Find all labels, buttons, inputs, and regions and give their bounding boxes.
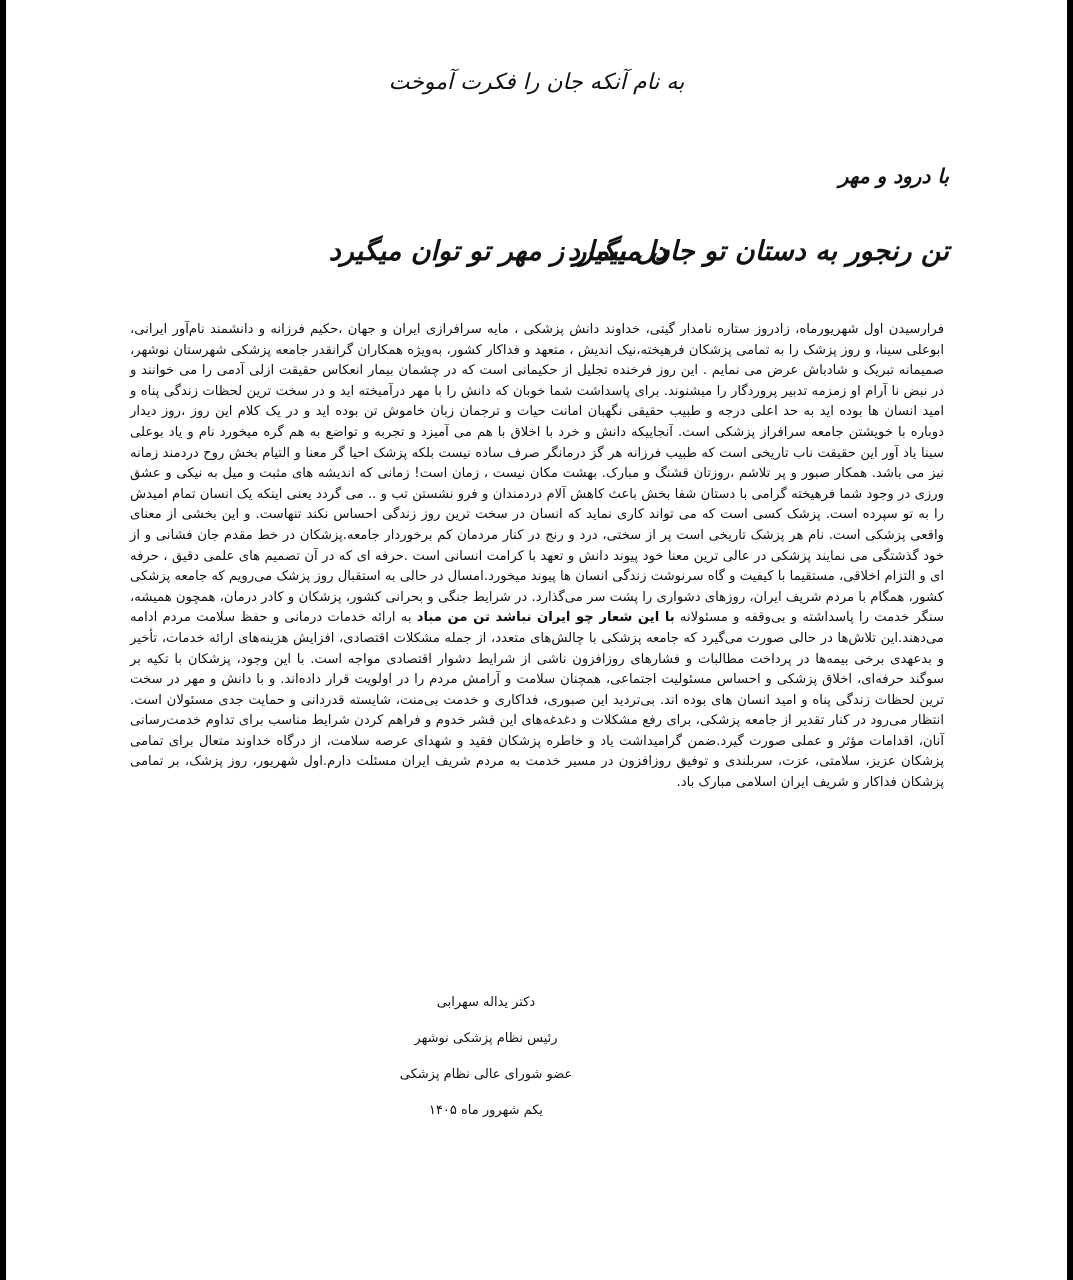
signer-title: رئیس نظام پزشکی نوشهر xyxy=(414,1031,558,1046)
body-paragraph-part1: فرارسیدن اول شهریورماه، زادروز ستاره نامدار گیتی، خداوند دانش پزشکی ، مایه سرافرازی ایران و جهان ،حکیم فرزانه و دانشمند نام‌آور ایرانی، ابوعلی سینا، و روز پزشک را به تمامی پزشکان فرهیخته،نیک اندیش ، متعهد و فداکار کشور، به‌ویژه همکاران گرانقدر جامعه پزشکی شهرستان نوشهر، صمیمانه تبریک و شادباش عرض می نمایم . این روز فرخنده تجلیل از حکیمانی است که در چشمان بیمار انعکاس حقیقت ازلی آدمی را می خوانند و در نبض نا آرام او زمزمه تدبیر پروردگار را میشنوند. برای پاسداشت شما خوبان که دانش را با مهر درآمیخته اید و در سخت ترین لحظات زندگی پناه و امید انسان ها بوده اید به حد اعلی درجه و طبیب حقیقی نگهبان امانت حیات و ترجمان زبان خاموش تن بوده اید و در یک کلام این روز ،روز دیدار دوباره با خویشتن جامعه سرافراز پزشکی است. آنجاییکه دانش و خرد با اخلاق با هم می آمیزد و تجربه و تواضع به هم گره میخورد نام و یاد بوعلی سینا یاد آور این حقیقت ناب تاریخی است که طبیب فرزانه هر گز درمانگر صرف ساده نیست بلکه پزشک احیا گر معنا و التیام بخش روح دردمند زمانه نیز می باشد. همکار صبور و پر تلاشم ،روزتان قشنگ و مبارک. بهشت مکان نیست ، زمان است! زمانی که اندیشه های مثبت و میل به نیکی و عشق ورزی در وجود شما فرهیخته گرامی با دستان شفا بخش باعث کاهش آلام دردمندان و فرو نشستن تب و .. می گردد یعنی اینکه یک انسان تمام امیدش را به تو سپرده است. پزشک کسی است که می تواند کاری نماید که انسان در سخت ترین روز زندگی احساس نکند تنهاست. و این بخشی از معنای واقعی پزشکی است. نام هر پزشک تاریخی است پر از سختی، درد و رنج در کنار مردمان کم برخوردار جامعه.پزشکان در خط مقدم جان فشانی و از خود گذشتگی می نمایند پزشکی در عالی ترین معنا خود پیوند دانش و تعهد با کرامت انسانی است .حرفه ای که در آن تصمیم های علمی دقیق ، حرفه ای و التزام اخلاقی، مستقیما با کیفیت و گاه سرنوشت زندگی انسان ها پیوند میخورد.امسال در حالی به استقبال روز پزشک می‌رویم که جامعه پزشکی کشور، همگام با مردم شریف ایران، روزهای دشواری را پشت سر می‌گذارد. در شرایط جنگی و بحرانی کشور، پزشکان و کادر درمان، همچون همیشه، سنگر خدمت را پاسداشته و بی‌وقفه و مسئولانه xyxy=(130,322,944,626)
body-bold-slogan: با این شعار چو ایران نباشد تن من مباد xyxy=(416,610,675,626)
signer-name: دکتر یداله سهرابی xyxy=(436,995,536,1010)
verse-right: تن رنجور به دستان تو جان میگیرد xyxy=(567,236,949,267)
letter-heading: به نام آنکه جان را فکرت آموخت xyxy=(388,70,685,95)
letter-body xyxy=(130,320,944,794)
letter-page xyxy=(6,0,1067,1280)
signature-block xyxy=(366,985,606,1129)
letter-date: یکم شهرور ماه ۱۴۰۵ xyxy=(428,1103,544,1118)
greeting: با درود و مهر xyxy=(838,164,949,188)
signer-membership: عضو شورای عالی نظام پزشکی xyxy=(399,1067,573,1082)
body-paragraph-part2: به ارائه خدمات درمانی و حفظ سلامت مردم ادامه می‌دهند.این تلاش‌ها در حالی صورت می‌گیرد که جامعه پزشکی با چالش‌های متعدد، از جمله مشکلات اقتصادی، افزایش هزینه‌های ارائه خدمات، تأخیر و بدعهدی برخی بیمه‌ها در پرداخت مطالبات و فشارهای روزافزون ناشی از شرایط دشوار اقتصادی مواجه است. با این وجود، پزشکان با تکیه بر سوگند حرفه‌ای، اخلاق پزشکی و احساس مسئولیت اجتماعی، همچنان سلامت و آرامش مردم را در اولویت قرار داده‌اند. و با دانش و مهر در سخت ترین لحظات زندگی پناه و امید انسان های بوده اند. بی‌تردید این صبوری، فداکاری و خدمت بی‌منت، شایسته قدردانی و حمایت جدی مسئولان است. انتظار می‌رود در کنار تقدیر از جامعه پزشکی، برای رفع مشکلات و دغدغه‌های این قشر خدوم و فراهم کردن شرایط مناسب برای تداوم خدمت‌رسانی آنان، اقدامات مؤثر و عملی صورت گیرد.ضمن گرامیداشت یاد و خاطره پزشکان فقید و شهدای عرصه سلامت، از درگاه خداوند متعال برای تمامی پزشکان عزیز، سلامتی، عزت، سربلندی و توفیق روزافزون در مسیر خدمت به مردم شریف ایران مسئلت دارم.اول شهریور، روز پزشک، بر تمامی پزشکان فداکار و شریف ایران اسلامی مبارک باد. xyxy=(130,610,944,791)
verse-left: دل بیمار ز مهر تو توان میگیرد xyxy=(328,236,667,267)
